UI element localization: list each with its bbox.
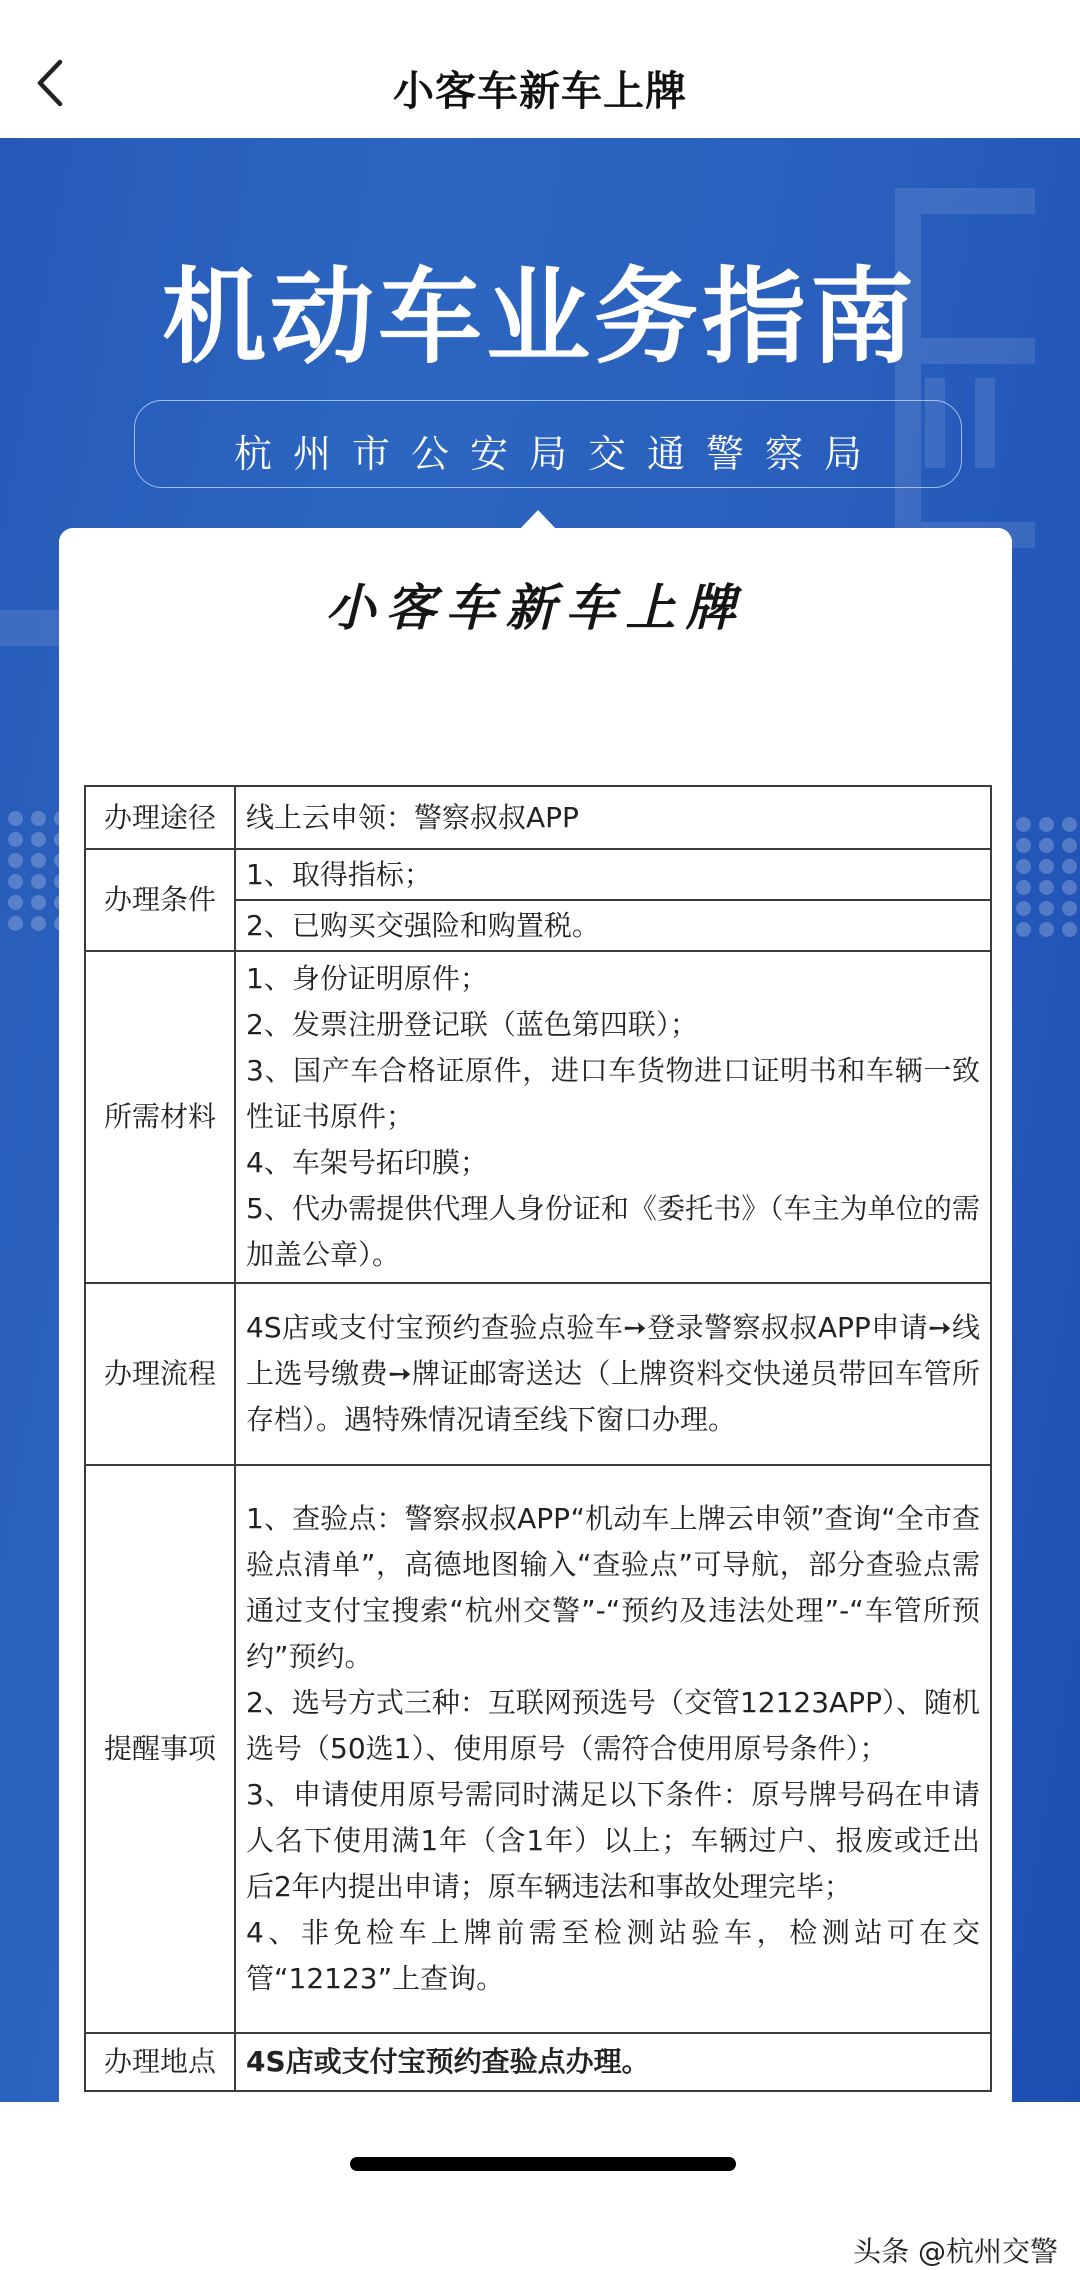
poster-headline: 机动车业务指南: [161, 256, 918, 378]
row-value: 1、身份证明原件； 2、发票注册登记联（蓝色第四联）； 3、国产车合格证原件，进口车货物进口证明书和车辆一致性证书原件； 4、车架号拓印膜； 5、代办需提供代理人身份证和《委托书》（车主为单位的需加盖公章）。: [235, 951, 991, 1283]
row-label: 办理途径: [85, 786, 235, 849]
row-value: 1、取得指标；: [235, 849, 991, 900]
table-row: [85, 2033, 991, 2091]
top-nav-bar: [0, 0, 1080, 138]
row-value: 2、已购买交强险和购置税。: [235, 900, 991, 951]
row-label: 提醒事项: [85, 1465, 235, 2033]
row-label: 办理流程: [85, 1283, 235, 1465]
source-credit: 头条 @杭州交警: [853, 2235, 1058, 2268]
row-value: 1、查验点：警察叔叔APP“机动车上牌云申领”查询“全市查验点清单”，高德地图输入“查验点”可导航，部分查验点需通过支付宝搜索“杭州交警”-“预约及违法处理”-“车管所预约”预约。 2、选号方式三种：互联网预选号（交管12123APP）、随机选号（50选1）、使用原号（需符合使用原号条件）； 3、申请使用原号需同时满足以下条件：原号牌号码在申请人名下使用满1年（含1年）以上；车辆过户、报废或迁出后2年内提出申请；原车辆违法和事故处理完毕； 4、非免检车上牌前需至检测站验车，检测站可在交管“12123”上查询。: [235, 1465, 991, 2033]
table-row: [85, 951, 991, 1283]
home-indicator[interactable]: [350, 2157, 736, 2171]
table-row: [85, 786, 991, 849]
row-value: 4S店或支付宝预约查验点办理。: [235, 2033, 991, 2091]
guide-card: [59, 528, 1012, 2241]
table-row: [85, 1283, 991, 1465]
bottom-area: [0, 2102, 1080, 2268]
decorative-band: [0, 610, 60, 646]
card-title: 小客车新车上牌: [325, 579, 746, 637]
issuer-pill: [134, 400, 962, 488]
page-title: 小客车新车上牌: [393, 67, 687, 115]
guide-poster: [0, 138, 1080, 2102]
guide-table: [84, 785, 992, 2092]
table-row: [85, 849, 991, 900]
row-value: 线上云申领：警察叔叔APP: [235, 786, 991, 849]
row-value: 4S店或支付宝预约查验点验车➙登录警察叔叔APP申请➙线上选号缴费➙牌证邮寄送达（上牌资料交快递员带回车管所存档）。遇特殊情况请至线下窗口办理。: [235, 1283, 991, 1465]
issuer-text: 杭州市公安局交通警察局: [233, 432, 883, 476]
decorative-dots-right: [1012, 814, 1080, 940]
card-pointer: [519, 510, 557, 530]
table-row: [85, 1465, 991, 2033]
row-label: 办理条件: [85, 849, 235, 951]
row-label: 所需材料: [85, 951, 235, 1283]
row-label: 办理地点: [85, 2033, 235, 2091]
